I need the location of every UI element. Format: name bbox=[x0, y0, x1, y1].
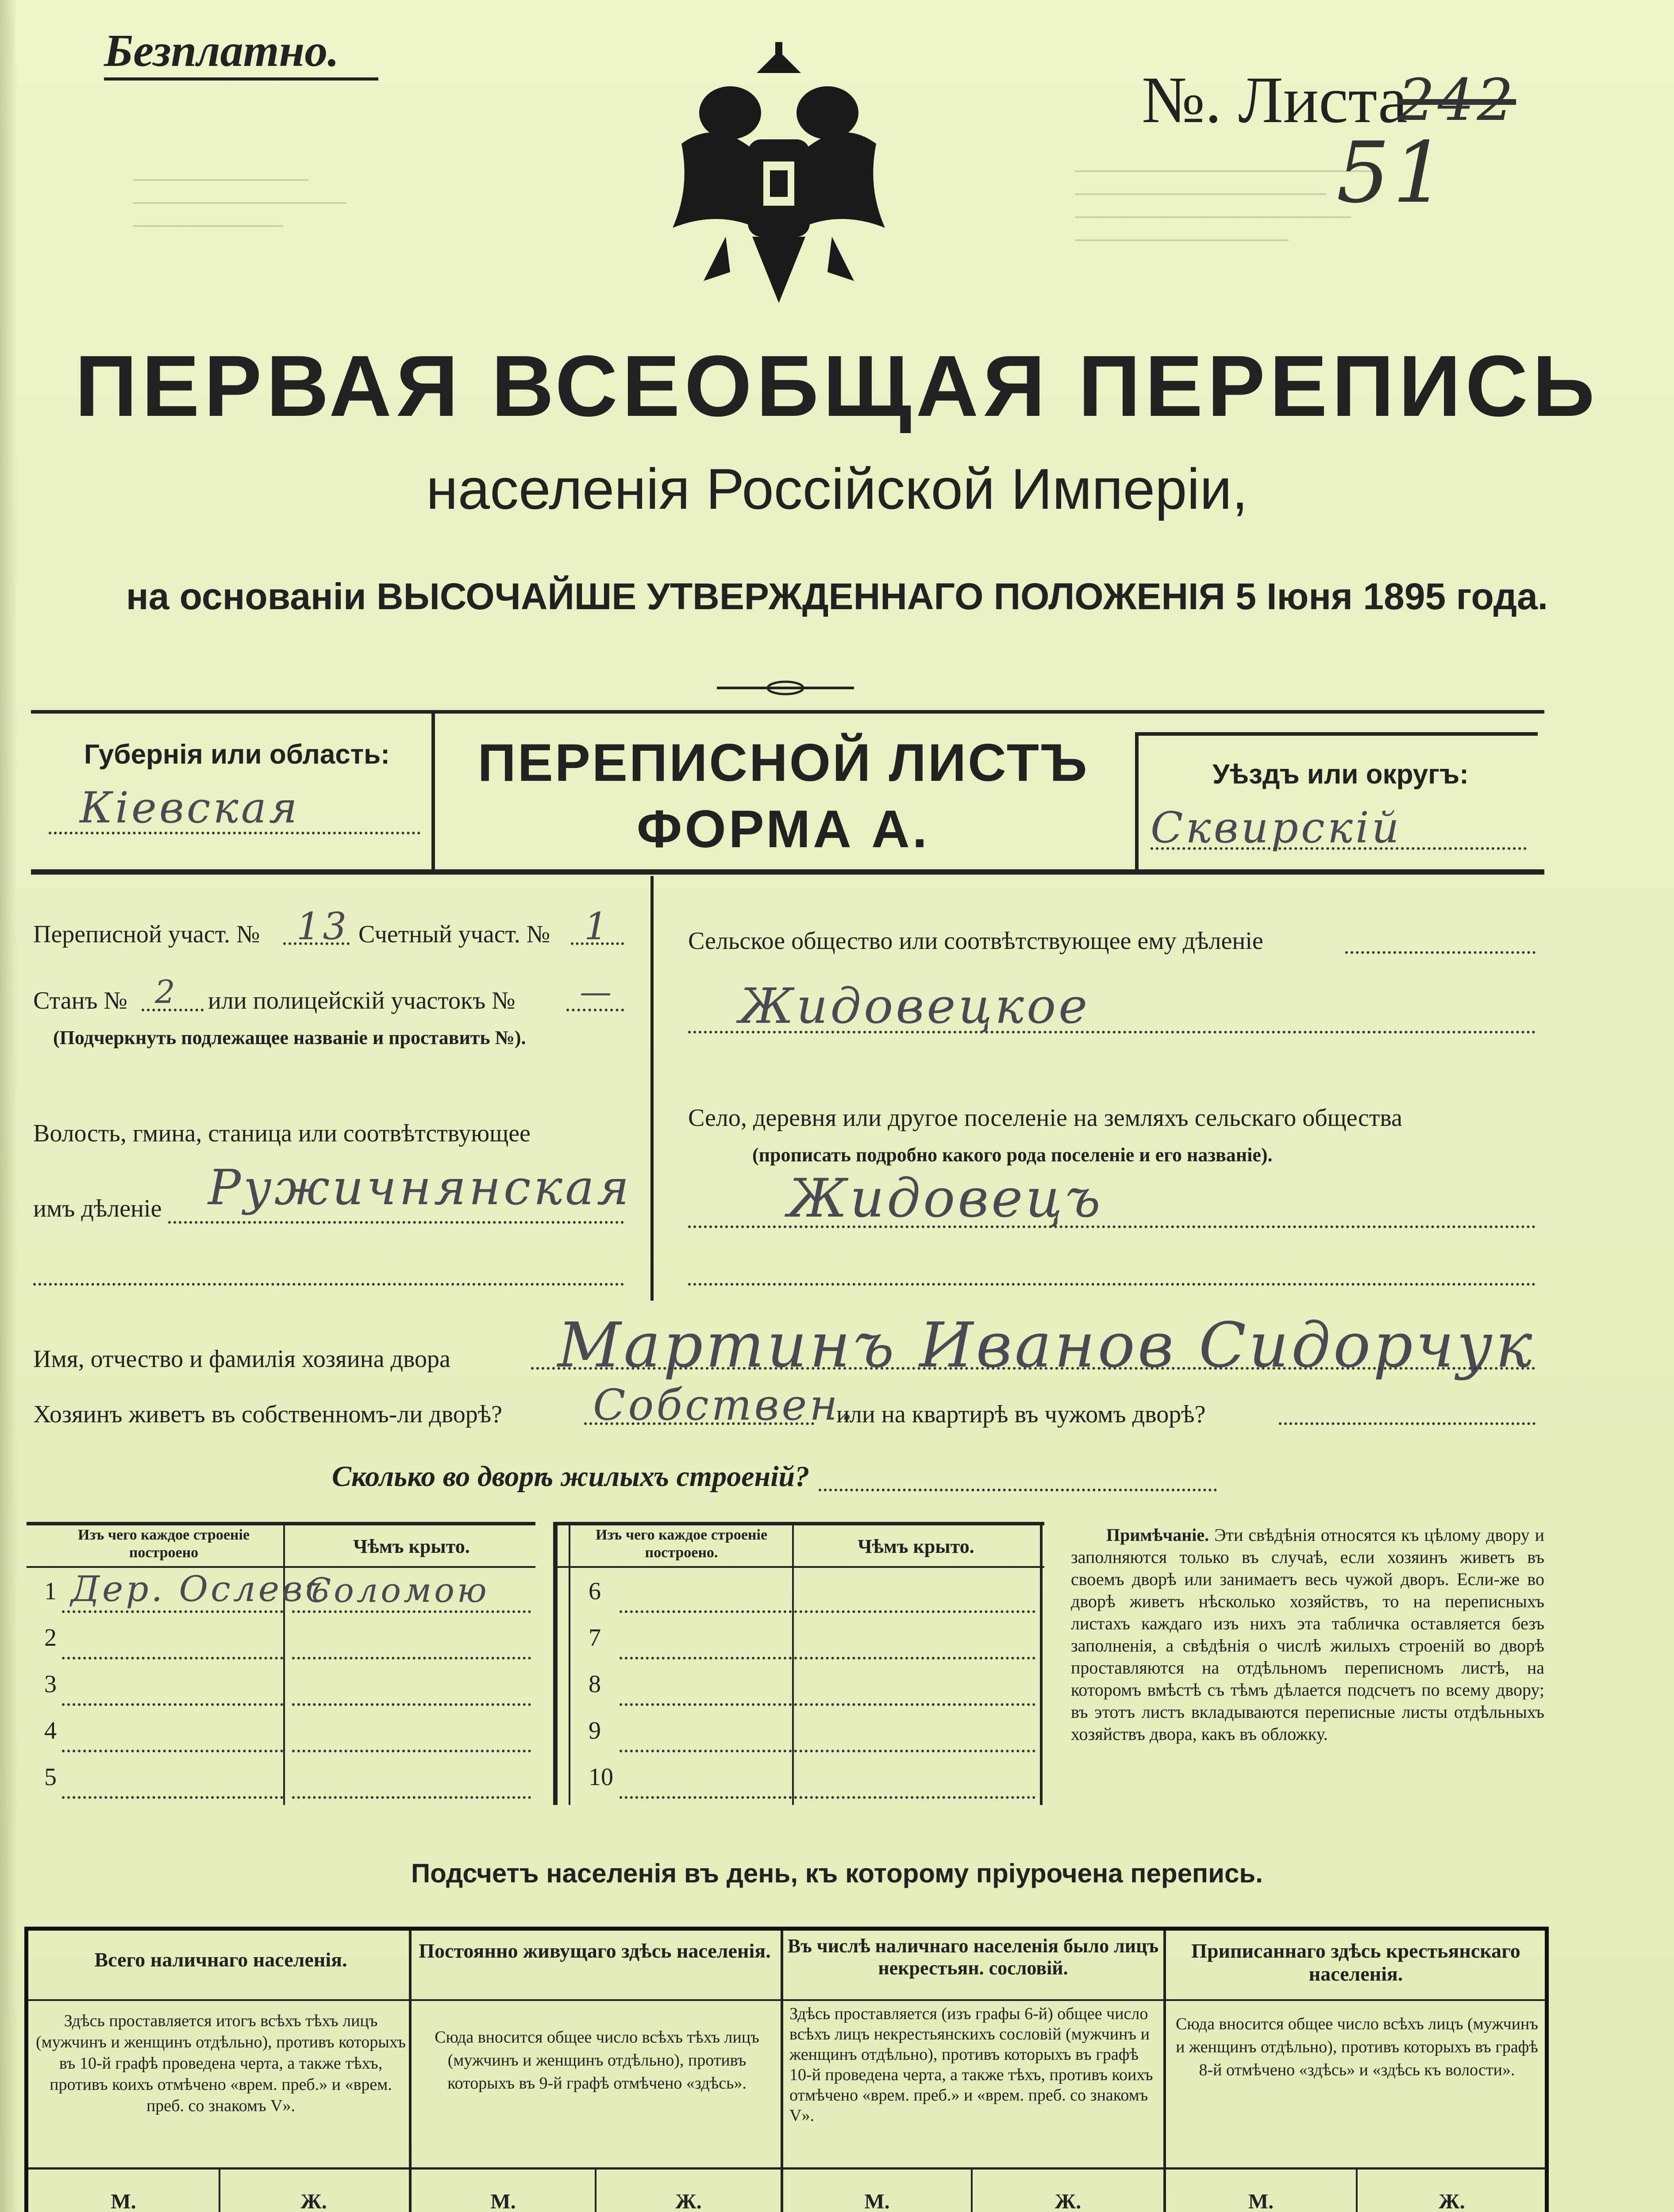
row1-material: Дер. Ослевъ bbox=[71, 1568, 332, 1609]
row-line bbox=[62, 1796, 283, 1799]
row-line bbox=[620, 1657, 1035, 1659]
count-title: Подсчетъ населенія въ день, къ которому пріурочена перепись. bbox=[411, 1859, 1263, 1888]
count-col-rule bbox=[1163, 1931, 1166, 2212]
female-label: Ж. bbox=[300, 2190, 327, 2212]
form-band-top bbox=[31, 710, 1544, 714]
row-line bbox=[620, 1750, 1035, 1752]
row-line bbox=[292, 1796, 531, 1799]
row-line bbox=[292, 1703, 531, 1706]
society-line-2 bbox=[688, 1031, 1535, 1033]
gubernia-value: Кіевская bbox=[80, 783, 300, 833]
owner-line bbox=[531, 1367, 1535, 1370]
count-col-desc: Сюда вносится общее число всѣхъ лицъ (мужчинъ и женщинъ отдѣльно), противъ которыхъ въ графѣ 8-й отмѣчено «здѣсь» и «здѣсь къ волости». bbox=[1175, 2015, 1539, 2079]
row-number: 2 bbox=[44, 1624, 57, 1651]
village-line bbox=[688, 1225, 1535, 1228]
page-title: ПЕРВАЯ ВСЕОБЩАЯ ПЕРЕПИСЬ bbox=[75, 338, 1599, 434]
gubernia-label: Губернія или область: bbox=[84, 739, 390, 770]
count-col-desc: Сюда вносится общее число всѣхъ тѣхъ лицъ (мужчинъ и женщинъ отдѣльно), противъ которыхъ въ 9-й графѣ отмѣчено «здѣсь». bbox=[435, 2028, 759, 2093]
note-text: Эти свѣдѣнія относятся къ цѣлому двору и заполняются только въ случаѣ, если хозяинъ живетъ въ своемъ дворѣ или занимаетъ весь чужой дворъ. Если-же во дворѣ живетъ нѣсколько хозяйствъ, то на переписныхъ листахъ каждаго изъ нихъ эта табличка оставляется безъ заполненія, а свѣдѣнія о числѣ жилыхъ строеній во дворѣ проставляются на отдѣльномъ переписномъ листѣ, на которомъ вмѣстѣ съ тѣмъ дѣлается подсчетъ по всему двору; въ этотъ листъ вкладываются переписные листы отдѣльныхъ хозяйствъ двора, какъ въ обложку. bbox=[1071, 1525, 1544, 1744]
count-col-rule bbox=[409, 1931, 412, 2212]
volost-value: Ружичнянская bbox=[208, 1159, 632, 1216]
village-line-2 bbox=[688, 1283, 1535, 1286]
form-label: ФОРМА А. bbox=[636, 799, 930, 859]
uezd-line bbox=[1151, 847, 1527, 850]
col-roof-header: Чѣмъ крыто. bbox=[353, 1536, 470, 1557]
sheet-number-label: №. Листа bbox=[1142, 63, 1408, 137]
sheet-number-value: 51 bbox=[1336, 124, 1449, 222]
count-col-head: Въ числѣ наличнаго населенія было лицъ некрестьян. сословій. bbox=[787, 1935, 1159, 1979]
buildings-table bbox=[27, 1522, 1044, 1805]
volost-label: Волость, гмина, станица или соотвѣтствующее bbox=[33, 1120, 531, 1147]
village-note: (прописать подробно какого рода поселеніе и его названіе). bbox=[752, 1144, 1273, 1166]
stan-line bbox=[142, 1009, 204, 1011]
village-value: Жидовецъ bbox=[788, 1168, 1103, 1229]
note-block bbox=[1071, 1524, 1544, 1745]
male-label: М. bbox=[864, 2190, 890, 2212]
table-rule bbox=[27, 1522, 535, 1525]
row-number: 6 bbox=[589, 1578, 601, 1605]
binding-shadow bbox=[0, 0, 18, 2212]
male-label: М. bbox=[1248, 2190, 1274, 2212]
society-label: Сельское общество или соотвѣтствующее ему дѣленіе bbox=[688, 927, 1263, 955]
residence-label: Хозяинъ живетъ въ собственномъ-ли дворѣ? bbox=[33, 1401, 503, 1428]
female-label: Ж. bbox=[1054, 2190, 1081, 2212]
row-line bbox=[292, 1657, 531, 1659]
section-divider bbox=[650, 876, 654, 1301]
row-number: 10 bbox=[589, 1763, 613, 1791]
volost-label-2: имъ дѣленіе bbox=[33, 1195, 162, 1222]
stan-value: 2 bbox=[155, 973, 178, 1010]
row-line bbox=[620, 1610, 1035, 1613]
form-band-divider bbox=[1135, 732, 1139, 869]
row-number: 4 bbox=[44, 1717, 57, 1744]
table-rule bbox=[27, 1566, 535, 1568]
counting-district-line bbox=[571, 942, 624, 945]
row-line bbox=[292, 1750, 531, 1752]
bleed-through-text: ────────────── ───────────────── ──────────── bbox=[133, 169, 346, 235]
count-col-head: Приписаннаго здѣсь крестьянскаго населенія. bbox=[1191, 1939, 1520, 1985]
legal-basis: на основаніи ВЫСОЧАЙШЕ УТВЕРЖДЕННАГО ПОЛОЖЕНІЯ 5 Іюня 1895 года. bbox=[126, 576, 1548, 617]
uezd-label: Уѣздъ или округъ: bbox=[1212, 759, 1469, 790]
village-label: Село, деревня или другое поселеніе на земляхъ сельскаго общества bbox=[688, 1104, 1402, 1132]
residence-alt-line bbox=[1279, 1422, 1535, 1425]
census-district-line bbox=[283, 942, 350, 945]
row-line bbox=[62, 1657, 283, 1659]
row-line bbox=[62, 1750, 283, 1752]
free-label-underline bbox=[104, 77, 378, 81]
gubernia-line bbox=[49, 832, 420, 834]
stan-label: Станъ № bbox=[33, 987, 127, 1014]
residence-alt-label: или на квартирѣ въ чужомъ дворѣ? bbox=[836, 1401, 1206, 1428]
rows-right bbox=[553, 1568, 1044, 1803]
police-label: или полицейскій участокъ № bbox=[208, 987, 516, 1014]
row-line bbox=[62, 1703, 283, 1706]
row-number: 5 bbox=[44, 1763, 57, 1791]
note-title: Примѣчаніе. bbox=[1106, 1525, 1209, 1545]
row-number: 3 bbox=[44, 1671, 57, 1698]
form-band-bottom bbox=[31, 869, 1544, 875]
census-district-label: Переписной участ. № bbox=[33, 921, 260, 948]
female-label: Ж. bbox=[675, 2190, 702, 2212]
male-label: М. bbox=[111, 2190, 136, 2212]
buildings-line bbox=[819, 1489, 1217, 1491]
ornament-divider bbox=[717, 679, 854, 697]
col-material-header: Изъ чего каждое строеніе построено bbox=[77, 1527, 250, 1561]
row-line bbox=[620, 1796, 1035, 1799]
owner-value: Мартинъ Иванов Сидорчук bbox=[558, 1310, 1535, 1382]
page-subtitle: населенія Россійской Имперіи, bbox=[426, 457, 1248, 521]
double-headed-eagle-icon bbox=[664, 42, 894, 316]
row-number: 9 bbox=[589, 1717, 601, 1744]
stan-note: (Подчеркнуть подлежащее названіе и проставить №). bbox=[53, 1027, 526, 1048]
row1-roof: Соломою bbox=[305, 1571, 489, 1610]
row-number: 8 bbox=[589, 1671, 601, 1698]
residence-line bbox=[584, 1422, 814, 1425]
volost-line-2 bbox=[33, 1283, 624, 1286]
count-row-rule bbox=[28, 1999, 1546, 2001]
police-value: — bbox=[580, 973, 614, 1010]
form-band-divider bbox=[431, 710, 435, 874]
count-row-rule bbox=[28, 2167, 1546, 2170]
row-line bbox=[620, 1703, 1035, 1706]
uezd-value: Сквирскій bbox=[1151, 803, 1402, 853]
census-district-value: 13 bbox=[296, 905, 349, 948]
count-table bbox=[24, 1927, 1549, 2212]
table-rule bbox=[553, 1566, 1044, 1568]
male-label: М. bbox=[490, 2190, 516, 2212]
bleed-through-text: ──────────────────────── ──────────────────── ────────────────────── ───────────────── bbox=[1075, 161, 1377, 250]
form-name: ПЕРЕПИСНОЙ ЛИСТЪ bbox=[477, 733, 1089, 792]
row-number: 1 bbox=[44, 1578, 57, 1605]
col-roof-header-2: Чѣмъ крыто. bbox=[858, 1536, 974, 1557]
count-col-desc: Здѣсь проставляется (изъ графы 6-й) общее число всѣхъ лицъ некрестьянскихъ сословій (мужчинъ и женщинъ отдѣльно), противъ которыхъ въ графѣ 10-й проведена черта, а также тѣхъ, противъ коихъ отмѣчено «врем. преб.» и «врем. преб. со знакомъ V». bbox=[789, 2005, 1153, 2125]
female-label: Ж. bbox=[1439, 2190, 1465, 2212]
count-col-head: Всего наличнаго населенія. bbox=[94, 1948, 347, 1971]
col-material-header-2: Изъ чего каждое строеніе построено. bbox=[595, 1527, 768, 1561]
counting-district-label: Счетный участ. № bbox=[358, 921, 550, 948]
row-number: 7 bbox=[589, 1624, 601, 1651]
sheet-number-struck: 242 bbox=[1398, 66, 1516, 134]
rows-left bbox=[27, 1568, 535, 1803]
form-band-divider bbox=[1135, 732, 1538, 736]
society-line bbox=[1345, 951, 1535, 954]
owner-label: Имя, отчество и фамилія хозяина двора bbox=[33, 1345, 450, 1373]
buildings-question: Сколько во дворѣ жилыхъ строеній? bbox=[332, 1460, 810, 1493]
count-col-rule bbox=[781, 1931, 783, 2212]
free-label: Безплатно. bbox=[104, 25, 339, 76]
row-line bbox=[292, 1610, 531, 1613]
society-value: Жидовецкое bbox=[739, 978, 1090, 1034]
counting-district-value: 1 bbox=[584, 905, 611, 948]
row-line bbox=[62, 1610, 283, 1613]
police-line bbox=[566, 1009, 624, 1011]
count-col-head: Постоянно живущаго здѣсь населенія. bbox=[419, 1939, 771, 1962]
table-rule bbox=[553, 1522, 1044, 1525]
residence-value: Собствен. bbox=[593, 1380, 857, 1430]
count-col-desc: Здѣсь проставляется итогъ всѣхъ тѣхъ лицъ (мужчинъ и женщинъ отдѣльно), противъ которыхъ въ 10-й графѣ проведена черта, а также тѣхъ, противъ коихъ отмѣчено «врем. преб.» и «врем. преб. со знакомъ V». bbox=[36, 2012, 406, 2115]
volost-line bbox=[168, 1221, 624, 1224]
